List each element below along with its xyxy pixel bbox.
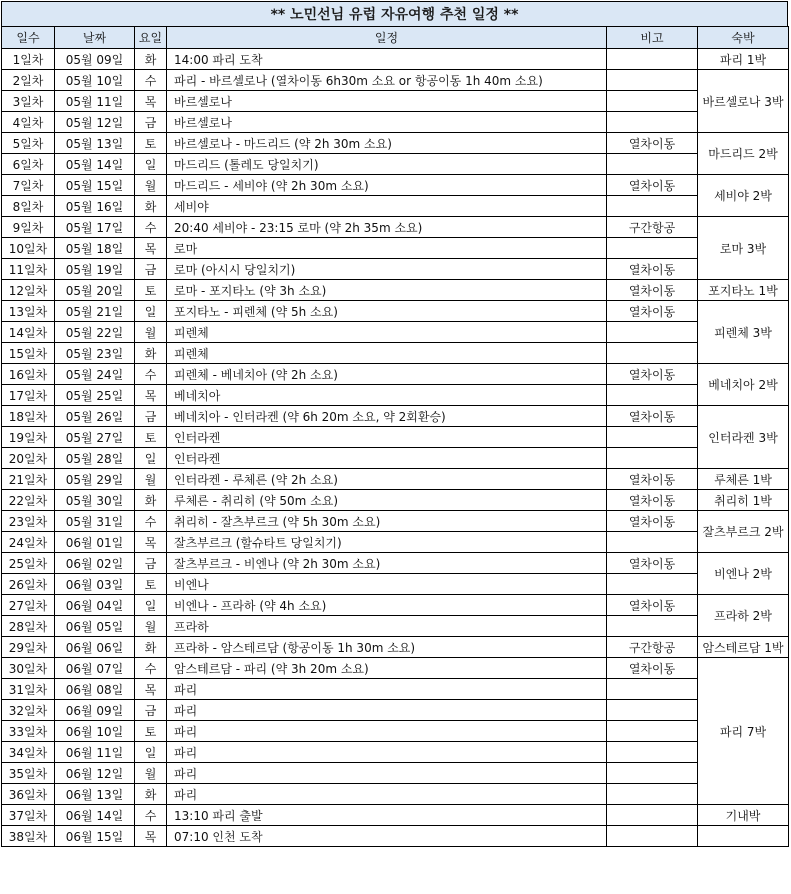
table-row (2, 280, 789, 301)
cell-date: 05월 31일 (55, 511, 135, 532)
cell-day: 7일차 (2, 175, 55, 196)
cell-plan: 인터라켄 - 루체른 (약 2h 소요) (167, 469, 607, 490)
cell-weekday: 화 (135, 490, 167, 511)
cell-weekday: 수 (135, 658, 167, 679)
cell-day: 9일차 (2, 217, 55, 238)
cell-plan: 13:10 파리 출발 (167, 805, 607, 826)
cell-plan: 마드리드 (톨레도 당일치기) (167, 154, 607, 175)
cell-note (607, 196, 698, 217)
header-weekday: 요일 (135, 27, 167, 49)
cell-date: 06월 10일 (55, 721, 135, 742)
cell-plan: 잘츠부르크 (할슈타트 당일치기) (167, 532, 607, 553)
cell-weekday: 목 (135, 91, 167, 112)
cell-stay: 루체른 1박 (698, 469, 789, 490)
cell-stay: 기내박 (698, 805, 789, 826)
cell-note: 열차이동 (607, 490, 698, 511)
cell-day: 8일차 (2, 196, 55, 217)
cell-stay: 마드리드 2박 (698, 133, 789, 175)
table-row (2, 679, 789, 700)
itinerary-table (1, 26, 789, 847)
table-row (2, 343, 789, 364)
cell-plan: 비엔나 - 프라하 (약 4h 소요) (167, 595, 607, 616)
cell-weekday: 수 (135, 805, 167, 826)
table-row (2, 553, 789, 574)
cell-note (607, 763, 698, 784)
cell-weekday: 금 (135, 700, 167, 721)
cell-note: 열차이동 (607, 280, 698, 301)
cell-plan: 피렌체 (167, 343, 607, 364)
cell-day: 31일차 (2, 679, 55, 700)
table-row (2, 154, 789, 175)
cell-day: 32일차 (2, 700, 55, 721)
cell-weekday: 월 (135, 763, 167, 784)
cell-note (607, 112, 698, 133)
cell-note: 구간항공 (607, 637, 698, 658)
cell-date: 05월 29일 (55, 469, 135, 490)
cell-weekday: 화 (135, 196, 167, 217)
cell-day: 23일차 (2, 511, 55, 532)
table-row (2, 637, 789, 658)
cell-stay: 비엔나 2박 (698, 553, 789, 595)
cell-note (607, 826, 698, 847)
cell-weekday: 화 (135, 784, 167, 805)
table-row (2, 238, 789, 259)
cell-day: 12일차 (2, 280, 55, 301)
cell-plan: 14:00 파리 도착 (167, 49, 607, 70)
table-row (2, 196, 789, 217)
header-row (2, 27, 789, 49)
table-row (2, 742, 789, 763)
itinerary-title: ** 노민선님 유럽 자유여행 추천 일정 ** (1, 1, 788, 27)
cell-stay: 취리히 1박 (698, 490, 789, 511)
cell-date: 06월 01일 (55, 532, 135, 553)
cell-day: 22일차 (2, 490, 55, 511)
cell-weekday: 일 (135, 595, 167, 616)
cell-weekday: 일 (135, 154, 167, 175)
table-row (2, 574, 789, 595)
table-row (2, 595, 789, 616)
table-row (2, 133, 789, 154)
cell-plan: 베네치아 - 인터라켄 (약 6h 20m 소요, 약 2회환승) (167, 406, 607, 427)
cell-note (607, 322, 698, 343)
itinerary-sheet (1, 1, 788, 847)
cell-note: 열차이동 (607, 511, 698, 532)
cell-date: 05월 10일 (55, 70, 135, 91)
cell-date: 05월 14일 (55, 154, 135, 175)
cell-date: 06월 14일 (55, 805, 135, 826)
cell-note: 열차이동 (607, 175, 698, 196)
cell-weekday: 일 (135, 448, 167, 469)
cell-weekday: 토 (135, 721, 167, 742)
cell-day: 28일차 (2, 616, 55, 637)
cell-stay: 포지타노 1박 (698, 280, 789, 301)
cell-weekday: 금 (135, 553, 167, 574)
cell-day: 17일차 (2, 385, 55, 406)
table-row (2, 385, 789, 406)
table-row (2, 427, 789, 448)
cell-day: 15일차 (2, 343, 55, 364)
cell-day: 27일차 (2, 595, 55, 616)
cell-weekday: 목 (135, 238, 167, 259)
table-row (2, 700, 789, 721)
cell-plan: 파리 (167, 784, 607, 805)
table-row (2, 49, 789, 70)
table-row (2, 364, 789, 385)
cell-date: 05월 22일 (55, 322, 135, 343)
cell-date: 05월 27일 (55, 427, 135, 448)
cell-date: 05월 25일 (55, 385, 135, 406)
table-row (2, 511, 789, 532)
cell-date: 05월 12일 (55, 112, 135, 133)
itinerary-body (2, 49, 789, 847)
header-note: 비고 (607, 27, 698, 49)
cell-plan: 07:10 인천 도착 (167, 826, 607, 847)
cell-plan: 인터라켄 (167, 448, 607, 469)
cell-plan: 파리 (167, 700, 607, 721)
cell-stay: 바르셀로나 3박 (698, 70, 789, 133)
cell-date: 06월 09일 (55, 700, 135, 721)
cell-weekday: 목 (135, 826, 167, 847)
cell-weekday: 금 (135, 112, 167, 133)
cell-plan: 루체른 - 취리히 (약 50m 소요) (167, 490, 607, 511)
header-day: 일수 (2, 27, 55, 49)
cell-note (607, 784, 698, 805)
header-date: 날짜 (55, 27, 135, 49)
table-row (2, 322, 789, 343)
cell-note (607, 616, 698, 637)
cell-day: 36일차 (2, 784, 55, 805)
cell-weekday: 목 (135, 532, 167, 553)
cell-date: 06월 06일 (55, 637, 135, 658)
cell-date: 05월 17일 (55, 217, 135, 238)
cell-date: 05월 19일 (55, 259, 135, 280)
cell-plan: 프라하 (167, 616, 607, 637)
cell-note (607, 238, 698, 259)
cell-date: 06월 15일 (55, 826, 135, 847)
cell-weekday: 일 (135, 301, 167, 322)
header-plan: 일정 (167, 27, 607, 49)
header-stay: 숙박 (698, 27, 789, 49)
cell-plan: 바르셀로나 - 마드리드 (약 2h 30m 소요) (167, 133, 607, 154)
cell-plan: 바르셀로나 (167, 112, 607, 133)
cell-stay: 파리 1박 (698, 49, 789, 70)
cell-weekday: 수 (135, 364, 167, 385)
cell-note: 열차이동 (607, 553, 698, 574)
cell-plan: 프라하 - 암스테르담 (항공이동 1h 30m 소요) (167, 637, 607, 658)
table-row (2, 175, 789, 196)
cell-day: 21일차 (2, 469, 55, 490)
cell-date: 06월 11일 (55, 742, 135, 763)
cell-plan: 마드리드 - 세비야 (약 2h 30m 소요) (167, 175, 607, 196)
cell-stay: 베네치아 2박 (698, 364, 789, 406)
cell-weekday: 토 (135, 574, 167, 595)
cell-weekday: 수 (135, 217, 167, 238)
cell-day: 19일차 (2, 427, 55, 448)
cell-weekday: 목 (135, 679, 167, 700)
cell-weekday: 금 (135, 259, 167, 280)
cell-weekday: 수 (135, 511, 167, 532)
cell-weekday: 화 (135, 637, 167, 658)
cell-note (607, 532, 698, 553)
cell-note (607, 700, 698, 721)
cell-day: 14일차 (2, 322, 55, 343)
cell-note (607, 805, 698, 826)
cell-date: 05월 24일 (55, 364, 135, 385)
cell-note (607, 427, 698, 448)
cell-note: 열차이동 (607, 133, 698, 154)
cell-weekday: 일 (135, 742, 167, 763)
cell-plan: 바르셀로나 (167, 91, 607, 112)
table-row (2, 406, 789, 427)
table-row (2, 259, 789, 280)
cell-stay (698, 826, 789, 847)
cell-plan: 20:40 세비야 - 23:15 로마 (약 2h 35m 소요) (167, 217, 607, 238)
cell-note: 열차이동 (607, 595, 698, 616)
cell-stay: 프라하 2박 (698, 595, 789, 637)
cell-weekday: 금 (135, 406, 167, 427)
cell-day: 33일차 (2, 721, 55, 742)
cell-note: 열차이동 (607, 406, 698, 427)
cell-weekday: 월 (135, 616, 167, 637)
table-row (2, 217, 789, 238)
cell-date: 05월 30일 (55, 490, 135, 511)
table-row (2, 301, 789, 322)
cell-date: 05월 26일 (55, 406, 135, 427)
table-row (2, 763, 789, 784)
cell-plan: 암스테르담 - 파리 (약 3h 20m 소요) (167, 658, 607, 679)
cell-day: 26일차 (2, 574, 55, 595)
cell-plan: 피렌체 - 베네치아 (약 2h 소요) (167, 364, 607, 385)
cell-day: 4일차 (2, 112, 55, 133)
cell-note (607, 70, 698, 91)
cell-note: 열차이동 (607, 364, 698, 385)
table-row (2, 70, 789, 91)
cell-day: 35일차 (2, 763, 55, 784)
cell-plan: 로마 (167, 238, 607, 259)
cell-day: 2일차 (2, 70, 55, 91)
cell-plan: 포지타노 - 피렌체 (약 5h 소요) (167, 301, 607, 322)
table-row (2, 826, 789, 847)
cell-day: 24일차 (2, 532, 55, 553)
cell-note (607, 742, 698, 763)
cell-plan: 세비야 (167, 196, 607, 217)
cell-date: 06월 03일 (55, 574, 135, 595)
cell-note (607, 574, 698, 595)
cell-date: 06월 13일 (55, 784, 135, 805)
cell-day: 20일차 (2, 448, 55, 469)
cell-stay: 피렌체 3박 (698, 301, 789, 364)
cell-day: 6일차 (2, 154, 55, 175)
cell-day: 11일차 (2, 259, 55, 280)
cell-plan: 로마 - 포지타노 (약 3h 소요) (167, 280, 607, 301)
cell-note (607, 721, 698, 742)
cell-note: 열차이동 (607, 658, 698, 679)
cell-day: 16일차 (2, 364, 55, 385)
cell-day: 38일차 (2, 826, 55, 847)
table-row (2, 469, 789, 490)
cell-stay: 파리 7박 (698, 658, 789, 805)
cell-weekday: 월 (135, 469, 167, 490)
table-row (2, 805, 789, 826)
table-row (2, 490, 789, 511)
cell-date: 05월 13일 (55, 133, 135, 154)
cell-date: 05월 20일 (55, 280, 135, 301)
cell-weekday: 토 (135, 133, 167, 154)
cell-plan: 비엔나 (167, 574, 607, 595)
cell-weekday: 화 (135, 343, 167, 364)
cell-note (607, 343, 698, 364)
cell-stay: 암스테르담 1박 (698, 637, 789, 658)
cell-plan: 베네치아 (167, 385, 607, 406)
cell-day: 34일차 (2, 742, 55, 763)
cell-day: 25일차 (2, 553, 55, 574)
cell-day: 5일차 (2, 133, 55, 154)
table-row (2, 616, 789, 637)
cell-date: 05월 16일 (55, 196, 135, 217)
cell-date: 06월 12일 (55, 763, 135, 784)
cell-plan: 로마 (아시시 당일치기) (167, 259, 607, 280)
table-row (2, 784, 789, 805)
cell-day: 29일차 (2, 637, 55, 658)
cell-plan: 피렌체 (167, 322, 607, 343)
cell-stay: 세비야 2박 (698, 175, 789, 217)
cell-stay: 로마 3박 (698, 217, 789, 280)
cell-weekday: 월 (135, 175, 167, 196)
cell-day: 3일차 (2, 91, 55, 112)
cell-stay: 인터라켄 3박 (698, 406, 789, 469)
cell-date: 05월 28일 (55, 448, 135, 469)
cell-date: 05월 15일 (55, 175, 135, 196)
cell-date: 06월 08일 (55, 679, 135, 700)
cell-date: 05월 18일 (55, 238, 135, 259)
cell-weekday: 토 (135, 427, 167, 448)
cell-date: 06월 02일 (55, 553, 135, 574)
cell-plan: 파리 - 바르셀로나 (열차이동 6h30m 소요 or 항공이동 1h 40m 소요) (167, 70, 607, 91)
cell-note (607, 154, 698, 175)
cell-note (607, 385, 698, 406)
cell-date: 06월 07일 (55, 658, 135, 679)
cell-day: 30일차 (2, 658, 55, 679)
table-row (2, 721, 789, 742)
cell-day: 37일차 (2, 805, 55, 826)
cell-weekday: 화 (135, 49, 167, 70)
cell-weekday: 목 (135, 385, 167, 406)
table-row (2, 532, 789, 553)
cell-date: 06월 04일 (55, 595, 135, 616)
cell-weekday: 토 (135, 280, 167, 301)
table-row (2, 448, 789, 469)
table-row (2, 112, 789, 133)
cell-date: 05월 09일 (55, 49, 135, 70)
cell-plan: 취리히 - 잘츠부르크 (약 5h 30m 소요) (167, 511, 607, 532)
table-row (2, 91, 789, 112)
cell-date: 06월 05일 (55, 616, 135, 637)
cell-day: 10일차 (2, 238, 55, 259)
cell-weekday: 월 (135, 322, 167, 343)
cell-date: 05월 21일 (55, 301, 135, 322)
cell-date: 05월 11일 (55, 91, 135, 112)
cell-plan: 파리 (167, 721, 607, 742)
cell-note: 열차이동 (607, 301, 698, 322)
cell-note (607, 49, 698, 70)
cell-plan: 파리 (167, 742, 607, 763)
table-row (2, 658, 789, 679)
cell-day: 1일차 (2, 49, 55, 70)
cell-weekday: 수 (135, 70, 167, 91)
cell-plan: 파리 (167, 763, 607, 784)
cell-note: 구간항공 (607, 217, 698, 238)
cell-stay: 잘츠부르크 2박 (698, 511, 789, 553)
cell-date: 05월 23일 (55, 343, 135, 364)
cell-note (607, 91, 698, 112)
cell-day: 18일차 (2, 406, 55, 427)
cell-day: 13일차 (2, 301, 55, 322)
cell-note: 열차이동 (607, 469, 698, 490)
cell-plan: 잘츠부르크 - 비엔나 (약 2h 30m 소요) (167, 553, 607, 574)
cell-plan: 인터라켄 (167, 427, 607, 448)
cell-plan: 파리 (167, 679, 607, 700)
cell-note (607, 448, 698, 469)
cell-note: 열차이동 (607, 259, 698, 280)
cell-note (607, 679, 698, 700)
